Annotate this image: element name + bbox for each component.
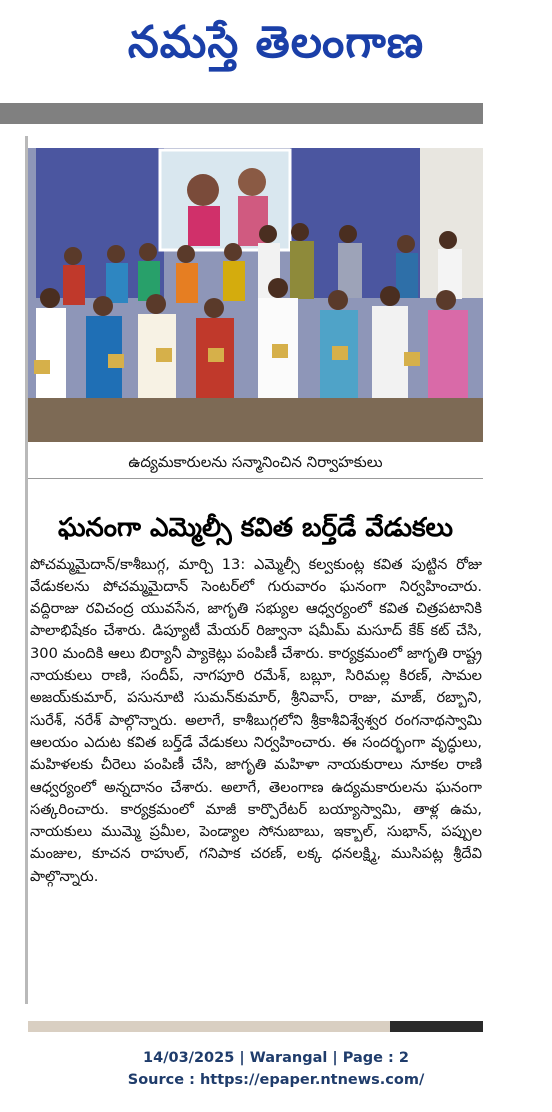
- group-photo-illustration: [28, 148, 483, 442]
- caption-divider: [28, 478, 483, 479]
- footer-source: Source : https://epaper.ntnews.com/: [127, 1072, 425, 1088]
- photo-caption: ఉద్యమకారులను సన్మానించిన నిర్వాహకులు: [128, 453, 383, 471]
- header-divider-bar: [0, 103, 483, 124]
- masthead-title: నమస్తే తెలంగాణ: [127, 16, 425, 68]
- newspaper-masthead: [0, 0, 552, 95]
- article-headline: ఘనంగా ఎమ్మెల్సీ కవిత బర్త్‌డే వేడుకలు: [58, 513, 453, 544]
- footer-date-edition: 14/03/2025 | Warangal | Page : 2: [143, 1050, 409, 1066]
- article-body: పోచమ్మమైదాన్/కాశీబుగ్గ, మార్చి 13: ఎమ్మెల్సీ కల్వకుంట్ల కవిత పుట్టిన రోజు వేడుకలను పోచమ్మమైదాన్ సెంటర్‌లో గురువారం ఘనంగా నిర్వహించారు. వద్దిరాజు రవిచంద్ర యువసేన, జాగృతి సభ్యుల ఆధ్వర్యంలో కవిత చిత్రపటానికి పాలాభిషేకం చేశారు. డిప్యూటీ మేయర్ రిజ్వానా షమీమ్ మసూద్ కేక్ కట్ చేసి, 300 మందికి ఆలు బిర్యానీ ప్యాకెట్లు పంపిణీ చేశారు. కార్యక్రమంలో జాగృతి రాష్ట్ర నాయకులు రాణి, సందీప్, నాగపూరి రమేశ్, బబ్లూ, సిరిమల్ల కిరణ్, సామల అజయ్‌కుమార్, పసునూటి సుమన్‌కుమార్, శ్రీనివాస్, రాజు, మాజ్, రబ్బాని, సురేశ్, నరేశ్ పాల్గొన్నారు. అలాగే, కాశీబుగ్గలోని శ్రీకాశీవిశ్వేశ్వర రంగనాథస్వామి ఆలయం ఎదుట కవిత బర్త్‌డే వేడుకలు నిర్వహించారు. ఈ సందర్భంగా వృద్ధులు, మహిళలకు చీరెలు పంపిణీ చేసి, జాగృతి మహిళా నాయకురాలు నూకల రాణి ఆధ్వర్యంలో అన్నదానం చేశారు. అలాగే, తెలంగాణ ఉద్యమకారులను ఘనంగా సత్కరించారు. కార్యక్రమంలో మాజీ కార్పొరేటర్ బయ్యాస్వామి, తాళ్ల ఉమ, నాయకులు ముమ్మె ప్రమీల, పెండ్యాల సోనుబాబు, ఇక్బాల్, సుభాన్, పప్పుల మంజుల, కూచన రాహుల్, గనిపాక చరణ్, లక్క ధనలక్ష్మి, ముసిపట్ల శ్రీదేవి పాల్గొన్నారు.: [30, 555, 482, 885]
- epaper-footer: [0, 1047, 552, 1091]
- next-article-photo-dark: [390, 1021, 483, 1032]
- news-photo: [28, 148, 483, 442]
